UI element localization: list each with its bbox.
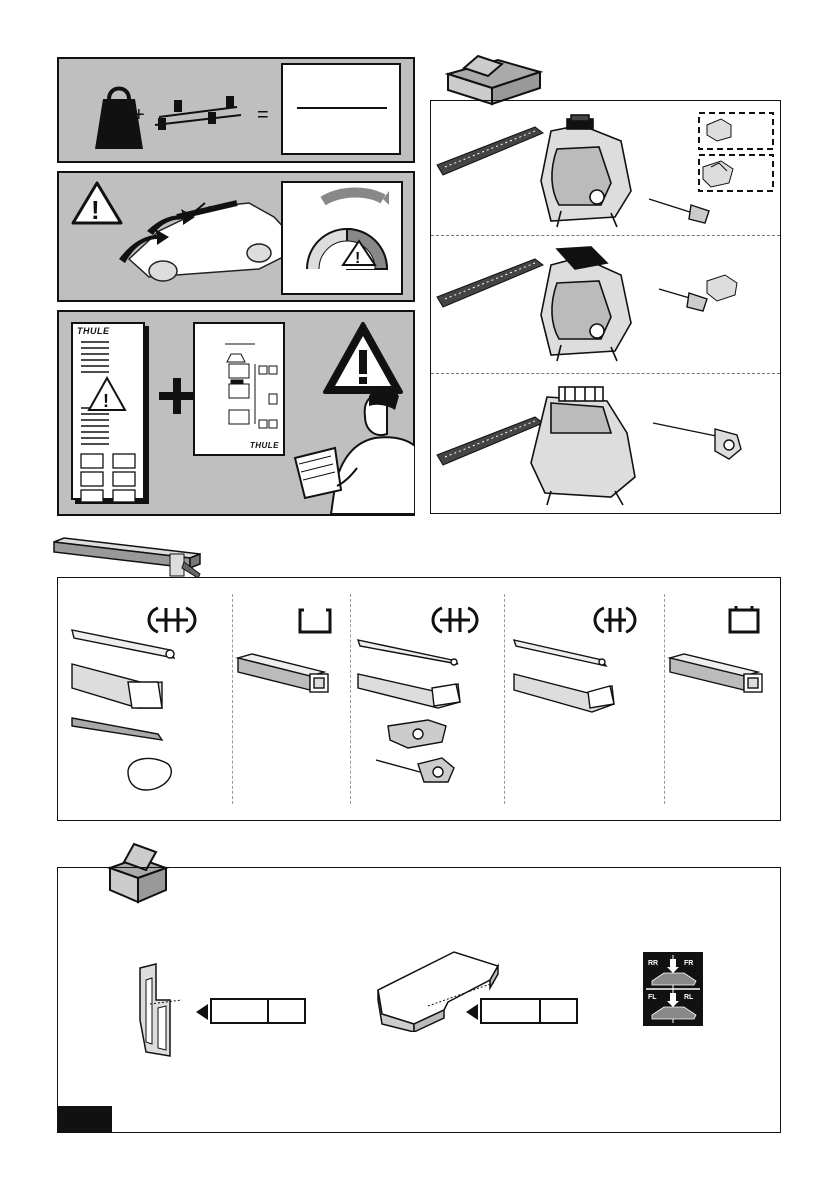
locking-key-icon <box>653 423 741 459</box>
manual-text-lines <box>73 338 143 508</box>
car-icon <box>129 203 291 281</box>
slim-bar-parts <box>514 640 614 712</box>
language-tab-marker <box>58 1106 112 1132</box>
pointer-arrow-icon <box>466 1004 478 1020</box>
sticker-rear-left: RL <box>684 994 694 1001</box>
svg-text:!: ! <box>355 250 361 267</box>
aero-bar-parts <box>72 630 174 790</box>
roof-bar-icon <box>50 532 210 578</box>
end-cap-icon <box>707 275 737 301</box>
warning-triangle-icon <box>321 320 405 396</box>
optional-parts-box <box>699 113 773 191</box>
pad-code-left <box>482 1000 541 1022</box>
rubber-pad-icon <box>437 127 543 175</box>
manual-booklet <box>71 322 145 500</box>
key-icon <box>659 289 707 311</box>
bracket-code-box <box>210 998 306 1024</box>
foot-variant-1 <box>431 101 780 235</box>
foot-icon <box>541 115 631 227</box>
pointer-arrow-icon <box>196 1004 208 1020</box>
bracket-code-left <box>212 1000 269 1022</box>
rubber-pad-icon <box>437 417 543 465</box>
key-icon <box>649 199 709 223</box>
package-box-icon <box>440 52 550 106</box>
square-bar-2 <box>670 654 762 692</box>
bar-profile-illustrations <box>58 578 780 820</box>
max-load-line <box>297 107 387 109</box>
plus-icon <box>157 376 197 416</box>
foot-icon <box>531 387 635 505</box>
profile-symbol-square-open <box>300 610 330 632</box>
load-capacity-panel <box>57 57 415 163</box>
person-reading-icon <box>275 386 415 516</box>
bracket-code-right <box>269 1000 304 1022</box>
profile-symbol-square <box>730 606 758 632</box>
wing-bar-parts <box>358 640 460 782</box>
roof-bars-icon <box>155 97 241 129</box>
sticker-front-right: FR <box>684 960 694 967</box>
profile-symbol-wing <box>433 608 477 632</box>
foot-kit-panel <box>430 100 781 514</box>
speedometer-box <box>281 181 403 295</box>
foot-variant-3 <box>431 373 780 513</box>
foot-variant-2 <box>431 235 780 373</box>
profile-symbol-aero <box>149 608 195 632</box>
fitting-instructions-sheet <box>193 322 285 456</box>
max-load-box <box>281 63 401 155</box>
profile-symbol-slim <box>595 608 635 632</box>
fitting-bracket-icon <box>130 960 190 1060</box>
pad-code-box <box>480 998 578 1024</box>
plus-sign: + <box>133 104 145 126</box>
rubber-pad-icon <box>437 259 543 307</box>
svg-text:!: ! <box>103 391 109 411</box>
sticker-rear-right: RR <box>648 960 659 967</box>
fitting-sheet-illustration <box>195 324 283 454</box>
sticker-front-left: FL <box>648 994 657 1001</box>
foot-icon <box>541 247 631 361</box>
speedometer-warning-icon <box>283 183 401 293</box>
read-instructions-panel <box>57 310 415 516</box>
speed-warning-panel <box>57 171 415 302</box>
manual-brand-logo: THULE <box>77 326 110 336</box>
kit-parts-panel <box>57 867 781 1133</box>
position-sticker-artwork <box>644 953 702 1025</box>
pad-code-right <box>541 1000 576 1022</box>
bar-profiles-panel <box>57 577 781 821</box>
equals-sign: = <box>257 104 269 126</box>
position-sticker <box>643 952 703 1026</box>
square-bar <box>238 654 328 692</box>
svg-text:!: ! <box>91 195 100 225</box>
sheet-brand-logo: THULE <box>249 441 279 450</box>
warning-triangle-icon <box>73 183 121 225</box>
